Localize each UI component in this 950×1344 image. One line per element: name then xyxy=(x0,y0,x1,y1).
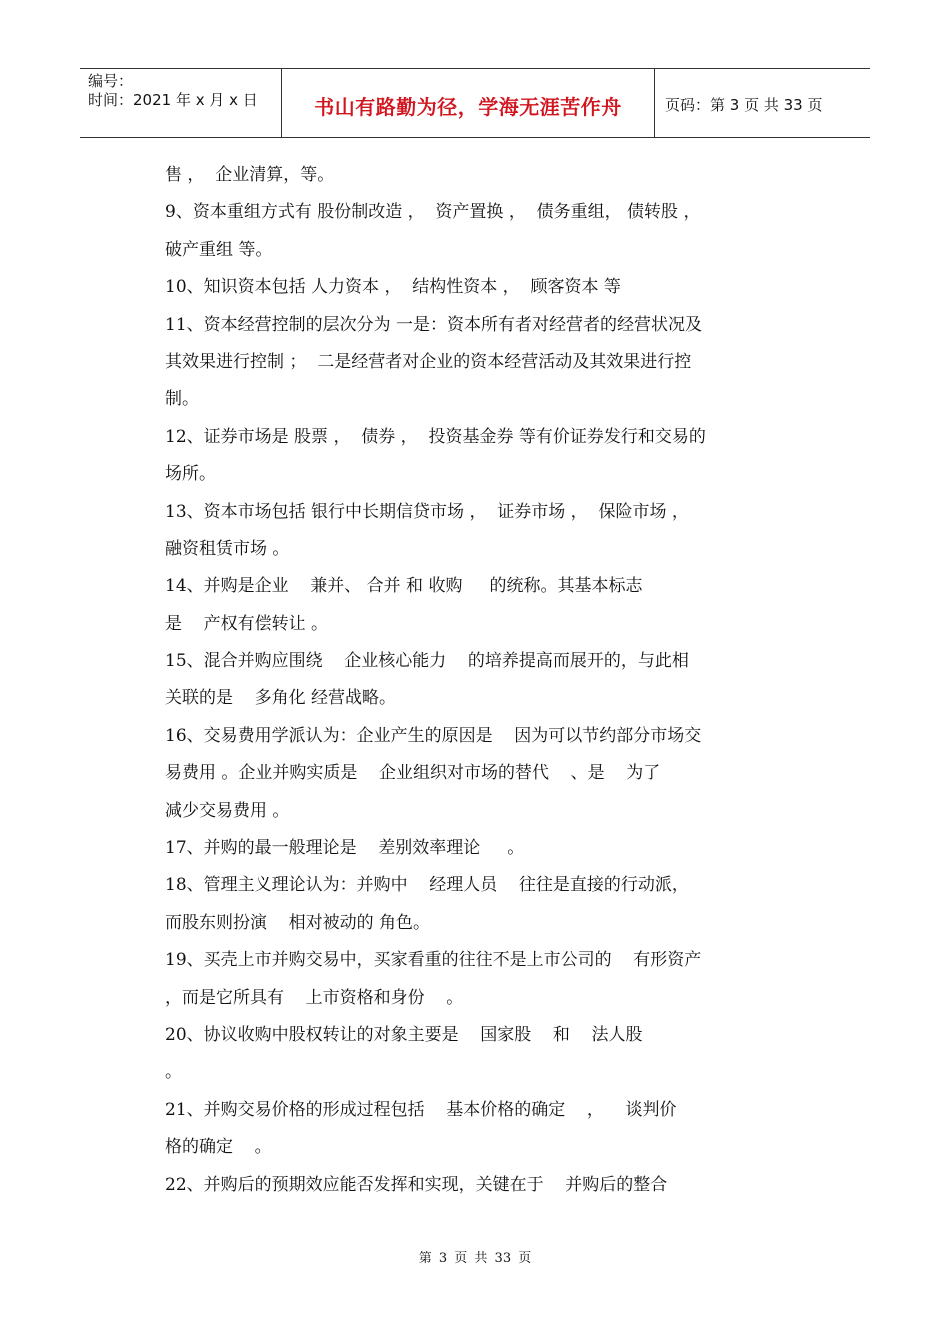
serial-number-label: 编号： xyxy=(88,72,134,90)
text-line: 易费用 。企业并购实质是 企业组织对市场的替代 、是 为了 xyxy=(165,763,661,784)
text-line: 14、并购是企业 兼并、 合并 和 收购 的统称。其基本标志 xyxy=(165,576,643,597)
text-line: 关联的是 多角化 经营战略。 xyxy=(165,688,397,709)
text-line: 其效果进行控制 ； 二是经营者对企业的资本经营活动及其效果进行控 xyxy=(165,351,692,372)
text-line: ，而是它所具有 上市资格和身份 。 xyxy=(165,987,464,1008)
header-page-cell xyxy=(655,69,870,137)
text-line: 18、管理主义理论认为：并购中 经理人员 往往是直接的行动派， xyxy=(165,875,689,896)
text-line: 是 产权有偿转让 。 xyxy=(165,613,329,634)
page-header xyxy=(80,68,870,138)
text-line: 制。 xyxy=(165,389,199,410)
text-line: 13、资本市场包括 银行中长期信贷市场 ， 证券市场 ， 保险市场 ， xyxy=(165,501,689,522)
date-label: 时间：2021 年 x 月 x 日 xyxy=(88,91,258,109)
text-line: 15、混合并购应围绕 企业核心能力 的培养提高而展开的，与此相 xyxy=(165,651,689,672)
text-line: 11、资本经营控制的层次分为 一是：资本所有者对经营者的经营状况及 xyxy=(165,314,703,335)
text-line: 20、协议收购中股权转让的对象主要是 国家股 和 法人股 xyxy=(165,1024,643,1045)
page-footer: 第 3 页 共 33 页 xyxy=(418,1251,532,1266)
text-line: 减少交易费用 。 xyxy=(165,800,290,821)
text-line: 售 ， 企业清算，等。 xyxy=(165,165,335,185)
page-code: 页码：第 3 页 共 33 页 xyxy=(665,96,823,114)
header-motto: 书山有路勤为径，学海无涯苦作舟 xyxy=(314,95,622,119)
text-line: 融资租赁市场 。 xyxy=(165,538,290,559)
text-line: 12、证券市场是 股票 ， 债券 ， 投资基金券 等有价证券发行和交易的 xyxy=(165,426,706,447)
text-line: 16、交易费用学派认为：企业产生的原因是 因为可以节约部分市场交 xyxy=(165,725,702,746)
text-line: 19、买壳上市并购交易中，买家看重的往往不是上市公司的 有形资产 xyxy=(165,950,702,971)
text-line: 10、知识资本包括 人力资本 ， 结构性资本 ， 顾客资本 等 xyxy=(165,277,621,298)
document-body xyxy=(165,157,787,1204)
text-line: 场所。 xyxy=(165,464,216,485)
header-motto-cell xyxy=(282,69,655,137)
text-line: 格的确定 。 xyxy=(165,1137,272,1158)
header-meta-cell xyxy=(80,69,282,137)
text-line: 17、并购的最一般理论是 差别效率理论 。 xyxy=(165,838,525,859)
text-line: 9、资本重组方式有 股份制改造 ， 资产置换 ， 债务重组， 债转股 ， xyxy=(165,202,701,223)
text-line: 21、并购交易价格的形成过程包括 基本价格的确定 ， 谈判价 xyxy=(165,1099,677,1120)
text-line: 而股东则扮演 相对被动的 角色。 xyxy=(165,912,431,933)
text-line: 。 xyxy=(165,1062,182,1083)
text-line: 破产重组 等。 xyxy=(165,239,273,260)
text-line: 22、并购后的预期效应能否发挥和实现，关键在于 并购后的整合 xyxy=(165,1174,668,1195)
